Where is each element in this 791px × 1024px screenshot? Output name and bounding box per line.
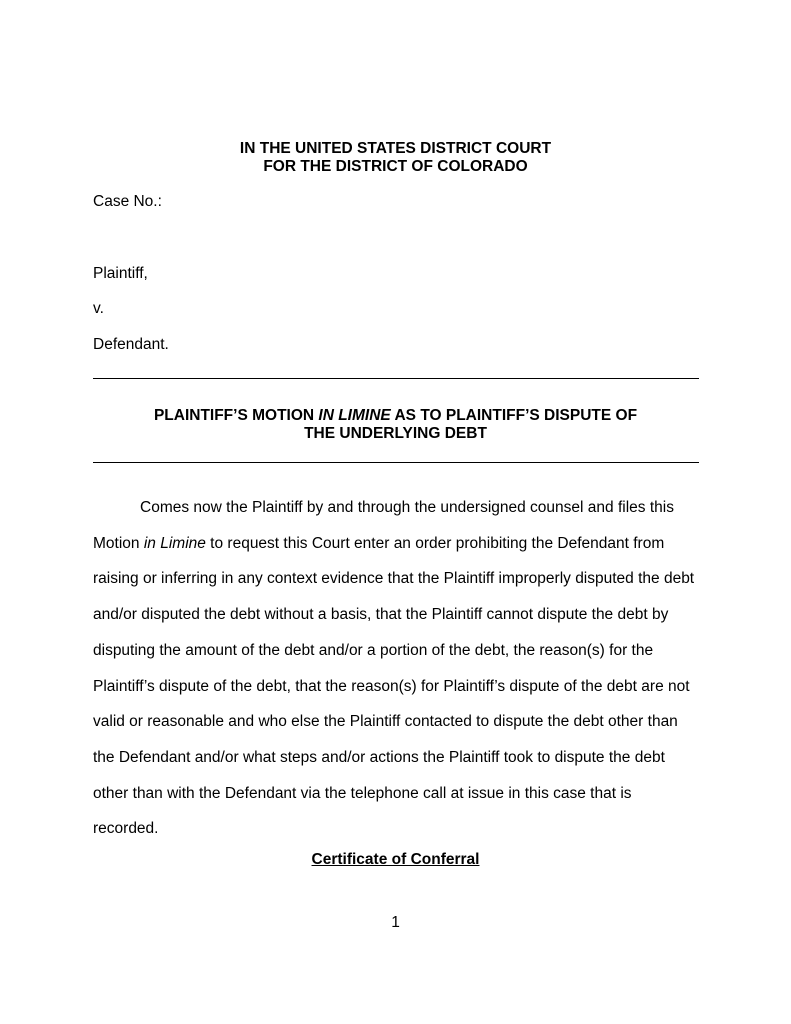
court-district: FOR THE DISTRICT OF COLORADO bbox=[263, 158, 528, 175]
caption-divider-bottom bbox=[93, 462, 699, 463]
defendant-label: Defendant. bbox=[93, 336, 169, 353]
motion-title-line-1: PLAINTIFF’S MOTION IN LIMINE AS TO PLAINTIFF’S DISPUTE OF bbox=[153, 407, 638, 424]
body-line: other than with the Defendant via the telephone call at issue in this case that is bbox=[93, 784, 632, 802]
plaintiff-label: Plaintiff, bbox=[93, 265, 148, 282]
motion-title-line-2: THE UNDERLYING DEBT bbox=[304, 425, 487, 442]
case-number-label: Case No.: bbox=[93, 193, 162, 210]
body-line: Comes now the Plaintiff by and through the undersigned counsel and files this bbox=[140, 499, 674, 516]
certificate-of-conferral-heading: Certificate of Conferral bbox=[311, 851, 480, 868]
body-line: Plaintiff’s dispute of the debt, that the reason(s) for Plaintiff’s dispute of the debt are not bbox=[93, 677, 690, 695]
body-line: recorded. bbox=[93, 820, 159, 838]
body-line: and/or disputed the debt without a basis, that the Plaintiff cannot dispute the debt by bbox=[93, 606, 669, 624]
body-line: Motion in Limine to request this Court enter an order prohibiting the Defendant from bbox=[93, 534, 665, 552]
page-number: 1 bbox=[391, 914, 400, 931]
body-line: disputing the amount of the debt and/or a portion of the debt, the reason(s) for the bbox=[93, 641, 654, 659]
motion-title bbox=[0, 407, 791, 443]
caption-divider-top bbox=[93, 378, 699, 379]
court-name: IN THE UNITED STATES DISTRICT COURT bbox=[239, 140, 552, 157]
motion-title-italic: IN LIMINE bbox=[318, 407, 391, 424]
body-line: raising or inferring in any context evidence that the Plaintiff improperly disputed the debt bbox=[93, 570, 695, 588]
body-line: valid or reasonable and who else the Plaintiff contacted to dispute the debt other than bbox=[93, 713, 678, 731]
court-heading bbox=[0, 140, 791, 176]
motion-body-paragraph bbox=[93, 490, 699, 847]
versus-label: v. bbox=[93, 300, 104, 317]
body-line: the Defendant and/or what steps and/or actions the Plaintiff took to dispute the debt bbox=[93, 748, 665, 766]
